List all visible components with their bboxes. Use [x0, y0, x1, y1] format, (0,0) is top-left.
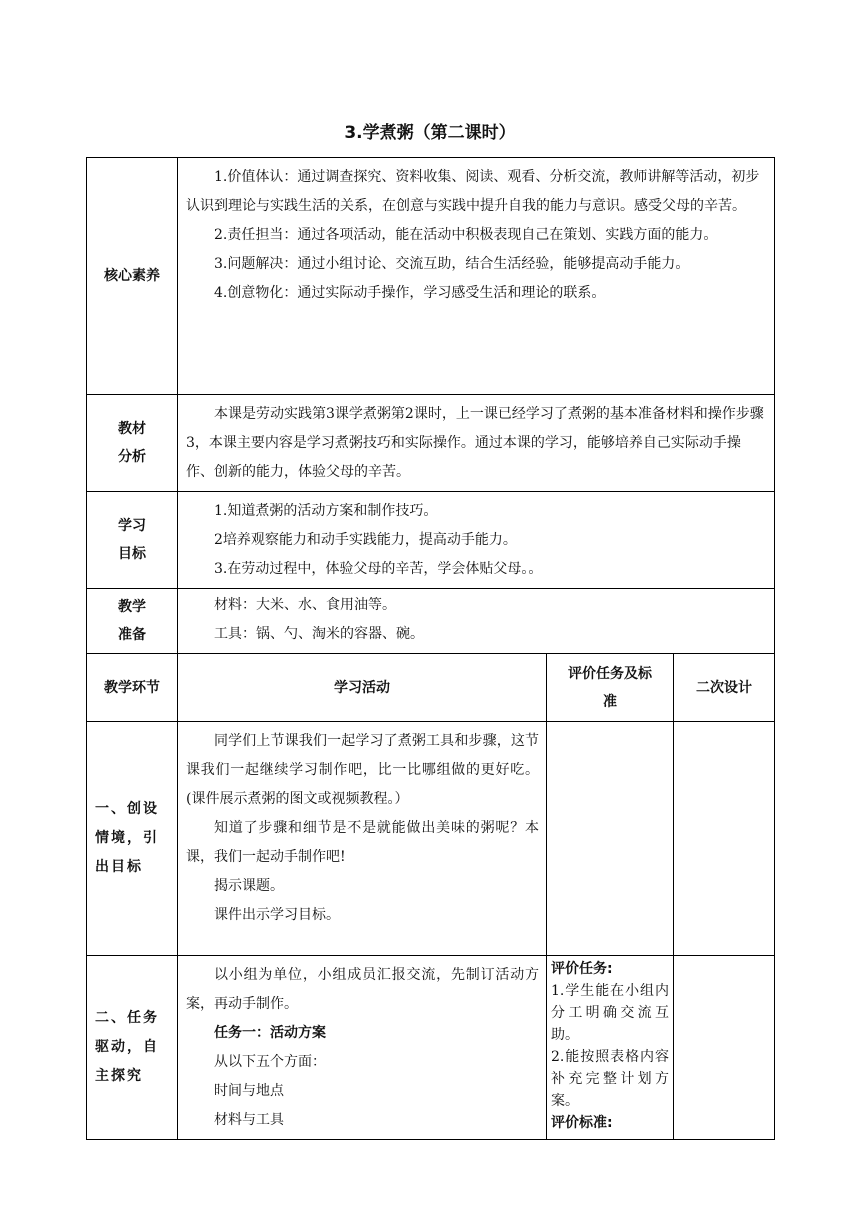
goals-line-2: 2培养观察能力和动手实践能力，提高动手能力。 — [214, 532, 517, 548]
stage1-line-3: 揭示课题。 — [214, 878, 284, 894]
stage2-content — [178, 956, 547, 1140]
analysis-label — [87, 395, 178, 492]
stage2-label — [87, 956, 178, 1140]
header-eval-1: 评价任务及标 — [568, 665, 652, 682]
stage2-item-3: 材料与工具 — [214, 1112, 284, 1128]
goals-line-1: 1.知道煮粥的活动方案和制作技巧。 — [214, 503, 438, 519]
core-content — [178, 158, 775, 395]
eval-task-1: 1.学生能在小组内分工明确交流互助。 — [551, 983, 669, 1043]
prep-content — [178, 589, 775, 654]
header-activity: 学习活动 — [178, 654, 547, 722]
core-line-1: 1.价值体认：通过调查探究、资料收集、阅读、观看、分析交流，教师讲解等活动，初步认识到理论与实践生活的关系，在创意与实践中提升自我的能力与意识。感受父母的辛苦。 — [186, 169, 760, 214]
goals-row — [87, 492, 775, 589]
analysis-row — [87, 395, 775, 492]
core-label: 核心素养 — [87, 158, 178, 395]
stage2-item-1: 从以下五个方面： — [214, 1054, 326, 1070]
prep-label-1: 教学 — [118, 599, 146, 615]
stage1-content — [178, 722, 547, 956]
goals-content — [178, 492, 775, 589]
prep-label-2: 准备 — [118, 627, 146, 643]
stage1-label-3: 出目标 — [95, 859, 143, 875]
goals-label — [87, 492, 178, 589]
prep-label — [87, 589, 178, 654]
stage1-eval — [547, 722, 674, 956]
header-eval-2: 准 — [603, 693, 617, 710]
stage2-item-2: 时间与地点 — [214, 1083, 284, 1099]
analysis-label-1: 教材 — [118, 421, 146, 437]
stage1-redesign — [674, 722, 775, 956]
stage1-label-1: 一、创设 — [95, 801, 159, 817]
stage1-line-4: 课件出示学习目标。 — [214, 907, 340, 923]
lesson-plan-table — [86, 157, 775, 1140]
analysis-text: 本课是劳动实践第3课学煮粥第2课时，上一课已经学习了煮粥的基本准备材料和操作步骤3，本课主要内容是学习煮粥技巧和实际操作。通过本课的学习，能够培养自己实际动手操作、创新的能力，体验父母的辛苦。 — [186, 406, 764, 480]
stage1-line-1: 同学们上节课我们一起学习了煮粥工具和步骤，这节课我们一起继续学习制作吧，比一比哪组做的更好吃。(课件展示煮粥的图文或视频教程。） — [186, 733, 539, 807]
goals-line-3: 3.在劳动过程中，体验父母的辛苦，学会体贴父母。。 — [214, 561, 543, 577]
core-line-3: 3.问题解决：通过小组讨论、交流互助，结合生活经验，能够提高动手能力。 — [214, 256, 690, 272]
prep-row — [87, 589, 775, 654]
stage1-label — [87, 722, 178, 956]
stage2-intro: 以小组为单位，小组成员汇报交流，先制订活动方案，再动手制作。 — [186, 967, 539, 1012]
goals-label-2: 目标 — [118, 546, 146, 562]
eval-task-2: 2.能按照表格内容补充完整计划方案。 — [551, 1049, 669, 1109]
stage2-redesign — [674, 956, 775, 1140]
stage2-label-2: 驱动，自 — [95, 1039, 159, 1055]
stage2-label-1: 二、任务 — [95, 1010, 159, 1026]
header-row — [87, 654, 775, 722]
stage2-eval — [547, 956, 674, 1140]
stage2-row — [87, 956, 775, 1140]
header-stage: 教学环节 — [87, 654, 178, 722]
stage2-label-3: 主探究 — [95, 1068, 143, 1084]
analysis-content — [178, 395, 775, 492]
stage1-row — [87, 722, 775, 956]
core-row — [87, 158, 775, 395]
prep-line-2: 工具：锅、勺、淘米的容器、碗。 — [214, 626, 424, 642]
eval-task-label: 评价任务: — [551, 961, 613, 977]
core-line-2: 2.责任担当：通过各项活动，能在活动中积极表现自己在策划、实践方面的能力。 — [214, 227, 718, 243]
prep-line-1: 材料：大米、水、食用油等。 — [214, 597, 396, 613]
page-title: 3.学煮粥（第二课时） — [344, 123, 516, 143]
stage2-task1: 任务一：活动方案 — [214, 1025, 326, 1041]
analysis-label-2: 分析 — [118, 449, 146, 465]
core-line-4: 4.创意物化：通过实际动手操作，学习感受生活和理论的联系。 — [214, 285, 606, 301]
stage1-label-2: 情境，引 — [95, 830, 159, 846]
header-redesign: 二次设计 — [674, 654, 775, 722]
stage1-line-2: 知道了步骤和细节是不是就能做出美味的粥呢？本课，我们一起动手制作吧! — [186, 820, 539, 865]
eval-std-label: 评价标准: — [551, 1115, 613, 1131]
goals-label-1: 学习 — [118, 518, 146, 534]
header-eval — [547, 654, 674, 722]
